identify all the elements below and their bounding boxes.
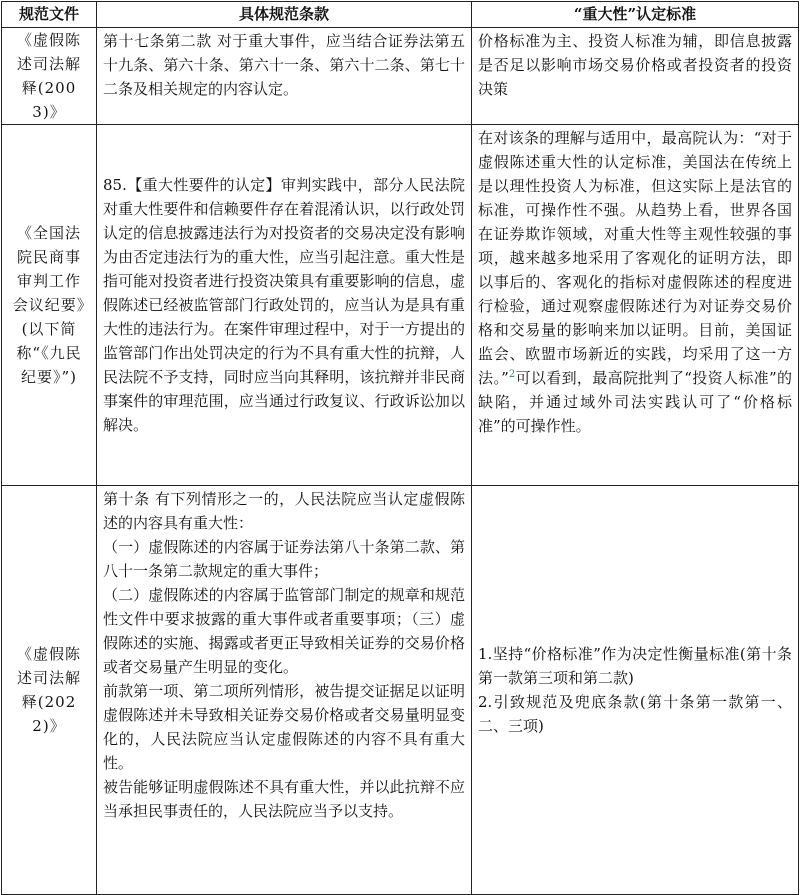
footnote-marker[interactable]: 2 — [508, 369, 516, 380]
clause-paragraph: 第十条 有下列情形之一的，人民法院应当认定虚假陈述的内容具有重大性： — [103, 490, 465, 532]
clause-paragraph: 85.【重大性要件的认定】审判实践中，部分人民法院对重大性要件和信赖要件存在着混淆认识，以行政处罚认定的信息披露违法行为对投资者的交易决定没有影响为由否定违法行为的重大性，应当引起注意。重大性是指可能对投资者进行投资决策具有重要影响的信息，虚假陈述已经被监管部门行政处罚的，应当认为是具有重大性的违法行为。在案件审理过程中，对于一方提出的监管部门作出处罚决定的行为不具有重大性的抗辩，人民法院不予支持，同时应当向其释明，该抗辩并非民商事案件的审理范围，应当通过行政复议、行政诉讼加以解决。 — [103, 176, 465, 434]
header-clause: 具体规范条款 — [97, 2, 472, 28]
standard-text-before: 在对该条的理解与适用中，最高院认为：“对于虚假陈述重大性的认定标准，美国法在传统上是以理性投资人为标准，但这实际上是法官的标准，可操作性不强。从趋势上看，世界各国在证券欺诈领域，对重大性等主观性较强的事项，越来越多地采用了客观化的证明方法，即以事后的、客观化的指标对虚假陈述的程度进行检验，通过观察虚假陈述行为对证券交易价格和交易量的影响来加以证明。目前，美国证监会、欧盟市场新近的实践，均采用了这一方法。” — [478, 129, 792, 387]
clause-paragraph: 第十七条第二款 对于重大事件，应当结合证券法第五十九条、第六十条、第六十一条、第六十二条、第七十二条及相关规定的内容认定。 — [103, 32, 465, 98]
clause-paragraph: 被告能够证明虚假陈述不具有重大性，并以此抗辩不应当承担民事责任的，人民法院应当予以支持。 — [103, 778, 465, 820]
clause-cell — [97, 486, 472, 895]
standard-text-after: 可以看到，最高院批判了“投资人标准”的缺陷，并通过域外司法实践认可了“价格标准”的可操作性。 — [478, 369, 793, 435]
table-row — [2, 125, 799, 486]
standard-cell — [472, 125, 799, 486]
clause-paragraph: 前款第一项、第二项所列情形，被告提交证据足以证明虚假陈述并未导致相关证券交易价格或者交易量明显变化的，人民法院应当认定虚假陈述的内容不具有重大性。 — [103, 682, 465, 772]
doc-name-jiumin: 《全国法院民商事审判工作会议纪要》(以下简称“《九民纪要》”) — [2, 125, 97, 486]
clause-paragraph: （一）虚假陈述的内容属于证券法第八十条第二款、第八十一条第二款规定的重大事件； — [103, 538, 465, 580]
header-standard: “重大性”认定标准 — [472, 2, 799, 28]
header-doc: 规范文件 — [2, 2, 97, 28]
standard-paragraph: 价格标准为主、投资人标准为辅，即信息披露是否足以影响市场交易价格或者投资者的投资决策 — [478, 32, 792, 98]
clause-paragraph: （二）虚假陈述的内容属于监管部门制定的规章和规范性文件中要求披露的重大事件或者重要事项；（三）虚假陈述的实施、揭露或者更正导致相关证券的交易价格或者交易量产生明显的变化。 — [103, 586, 465, 676]
standard-paragraph: 1.坚持“价格标准”作为决定性衡量标准(第十条第一款第三项和第二款) — [478, 645, 792, 687]
standard-cell — [472, 486, 799, 895]
table-row — [2, 28, 799, 125]
clause-cell — [97, 28, 472, 125]
standard-paragraph: 2.引致规范及兜底条款(第十条第一款第一、二、三项) — [478, 693, 792, 735]
regulation-comparison-table — [1, 1, 799, 895]
doc-name-2022: 《虚假陈述司法解释(2022)》 — [2, 486, 97, 895]
standard-cell — [472, 28, 799, 125]
header-row — [2, 2, 799, 28]
doc-name-2003: 《虚假陈述司法解释(2003)》 — [2, 28, 97, 125]
clause-cell — [97, 125, 472, 486]
table-row — [2, 486, 799, 895]
